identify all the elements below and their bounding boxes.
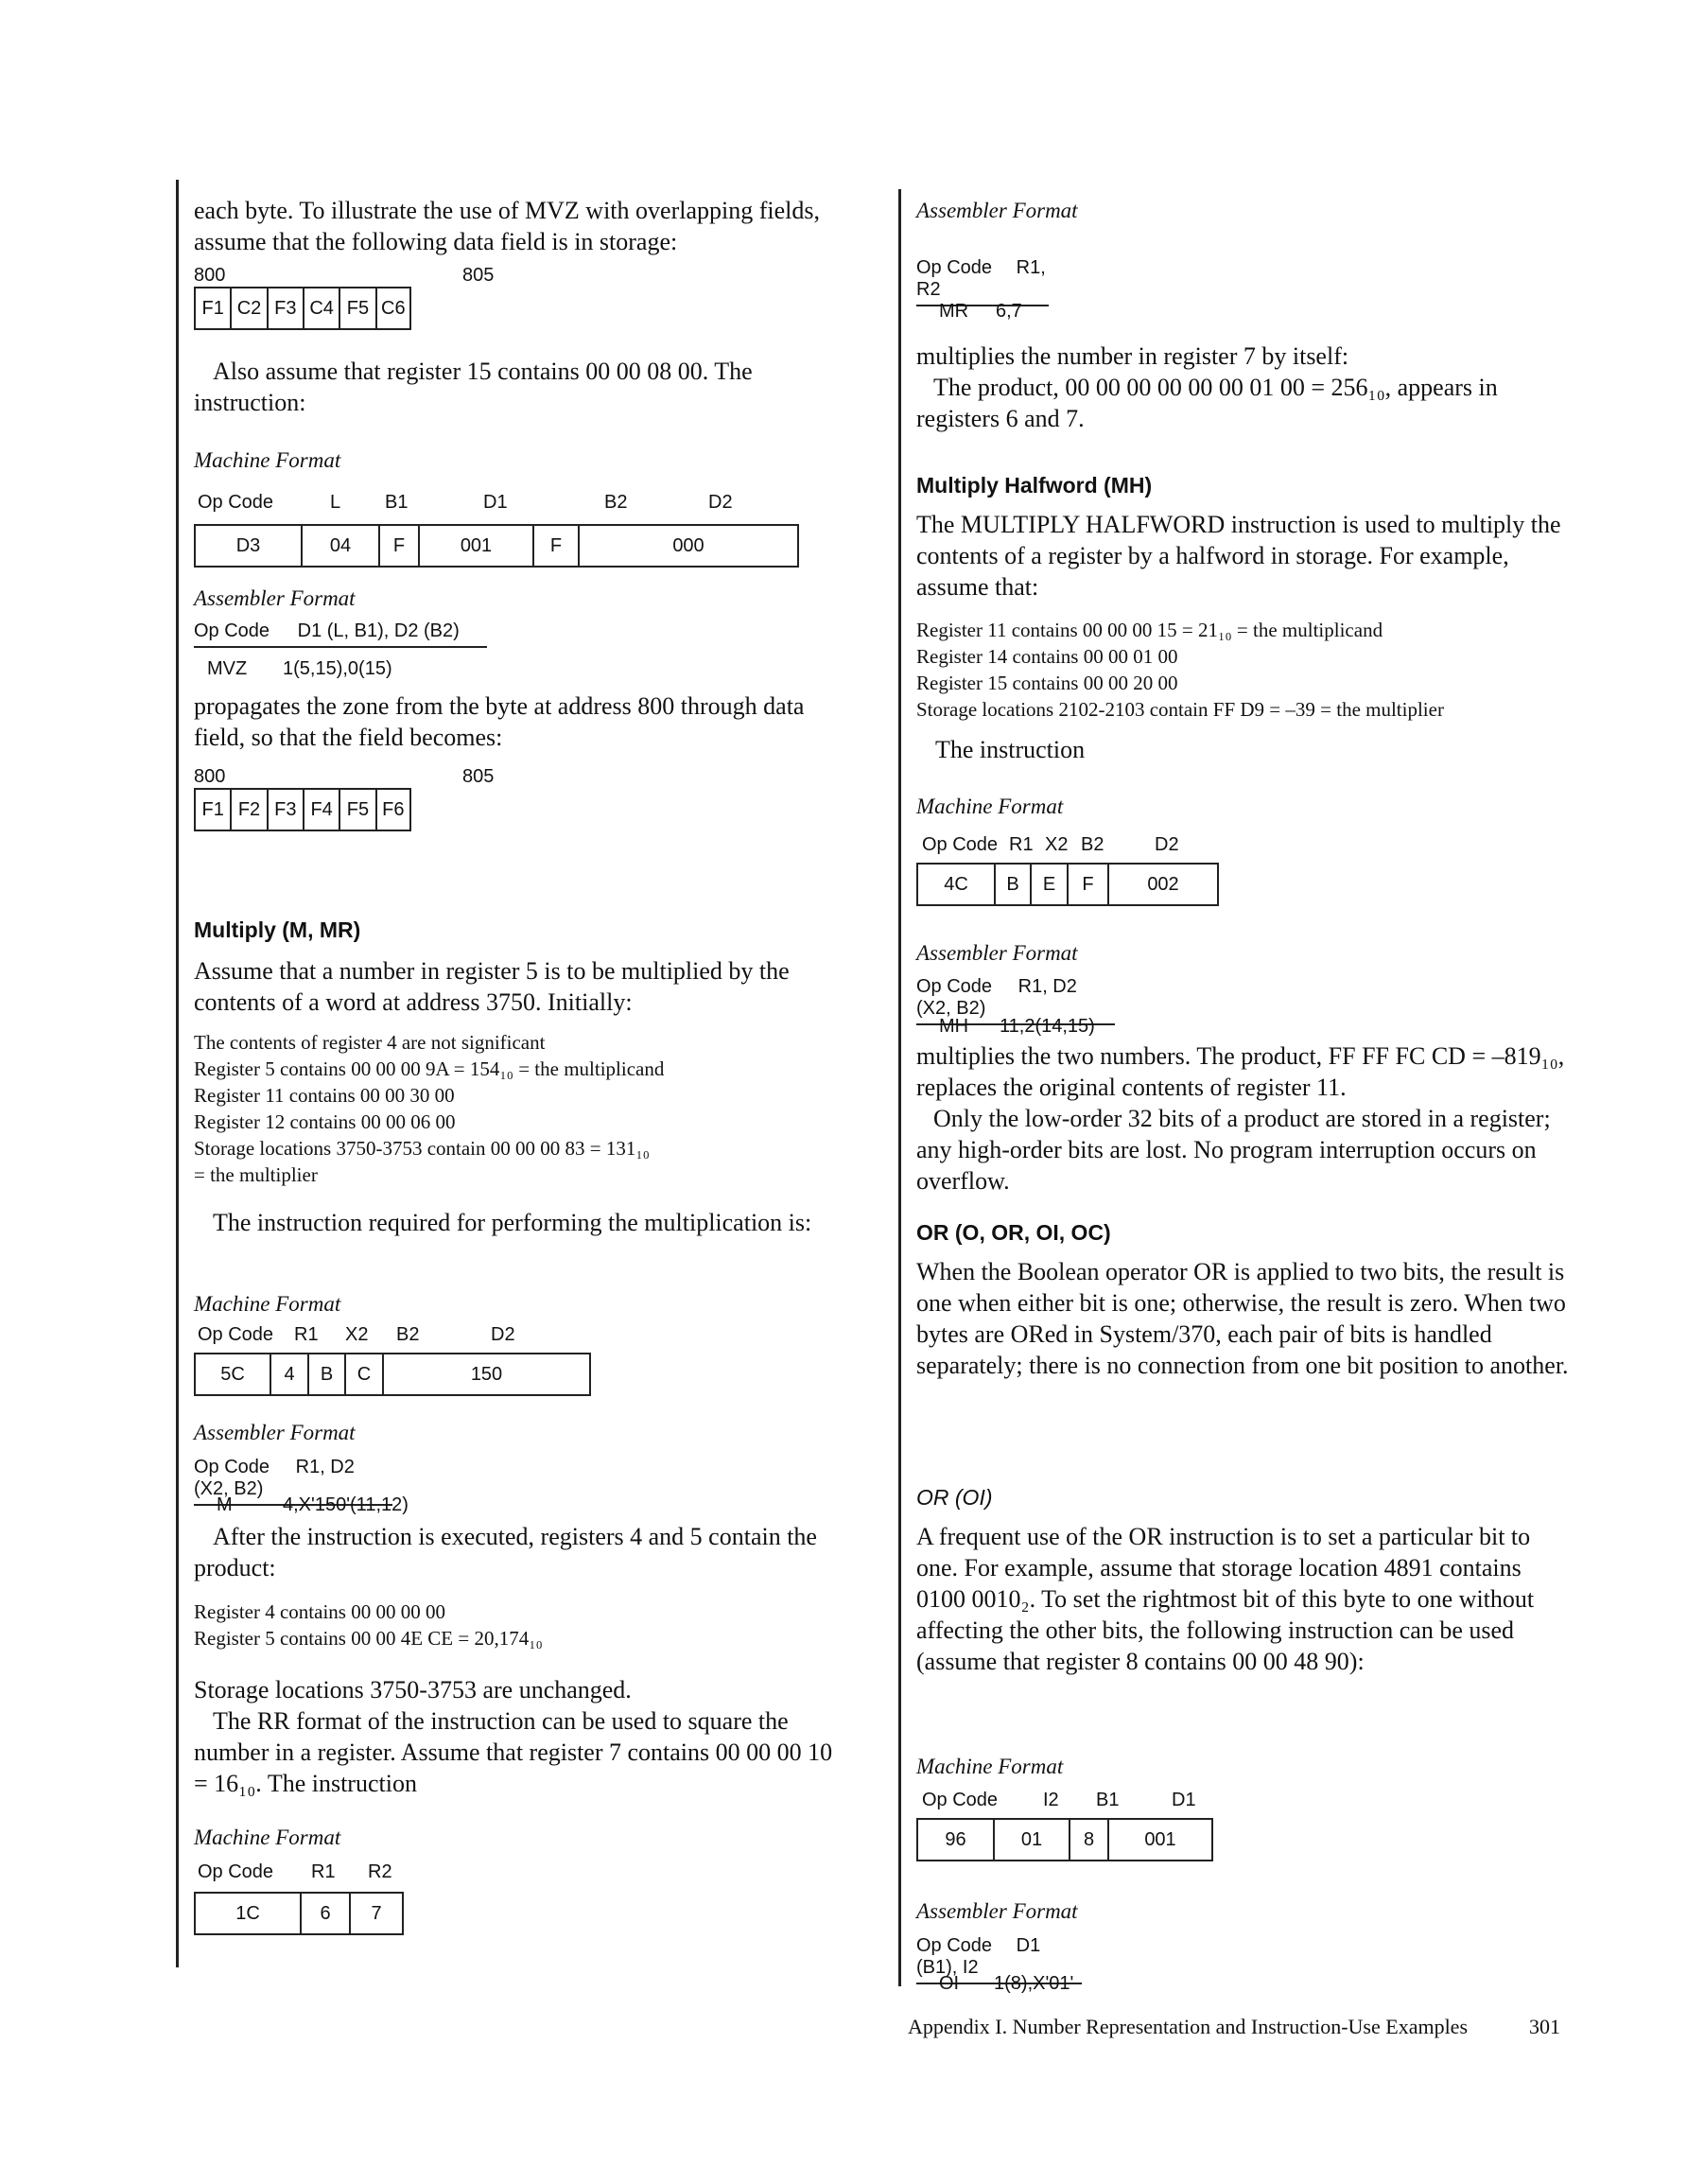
asm-opcode: OI <box>939 1973 960 1994</box>
multiply-intro: Assume that a number in register 5 is to be multiplied by the contents of a word at address 3750. Initially: <box>194 957 790 1016</box>
byte-cell: F3 <box>269 288 304 328</box>
asm-opcode-header: Op Code <box>194 1457 270 1477</box>
header-r1: R1 <box>294 1324 319 1345</box>
cell-opcode: 5C <box>196 1354 271 1394</box>
cell-d2: 000 <box>672 534 704 556</box>
or-heading: OR (O, OR, OI, OC) <box>916 1220 1111 1245</box>
propagates-paragraph: propagates the zone from the byte at address 800 through data field, so that the field becomes: <box>194 692 805 751</box>
machine-format-title: Machine Format <box>194 448 341 472</box>
cell-b2: F <box>534 526 580 566</box>
cell-d2: 002 <box>1147 873 1179 895</box>
asm-operands-header: R1, D2 (X2, B2) <box>194 1457 355 1499</box>
cell-opcode: 96 <box>918 1820 995 1860</box>
asm-opcode-header: Op Code <box>916 1935 993 1956</box>
header-opcode: Op Code <box>198 1861 274 1882</box>
mh-heading: Multiply Halfword (MH) <box>916 473 1153 498</box>
cell-r1: B <box>996 865 1032 904</box>
asm-opcode: MH <box>939 1016 969 1037</box>
cell-d1: 001 <box>420 526 534 566</box>
multiply-heading: Multiply (M, MR) <box>194 917 361 942</box>
field1-start-address: 800 <box>194 265 226 286</box>
assembler-format-title: Assembler Format <box>916 199 1078 222</box>
register-line: Register 15 contains 00 00 20 00 <box>916 672 1178 694</box>
asm-opcode: MVZ <box>207 658 248 679</box>
initial-register-list <box>194 1029 846 1188</box>
mh-intro: The MULTIPLY HALFWORD instruction is used to multiply the contents of a register by a halfword in storage. For example, assume that: <box>916 511 1561 601</box>
byte-cell: F4 <box>304 790 340 830</box>
cell-opcode: 1C <box>196 1894 302 1933</box>
page-number: 301 <box>1529 2015 1560 2038</box>
header-opcode: Op Code <box>922 834 999 855</box>
header-i2: I2 <box>1043 1790 1059 1810</box>
register-line: Register 4 contains 00 00 00 00 <box>194 1600 445 1623</box>
oi-heading: OR (OI) <box>916 1485 993 1510</box>
byte-cell: C4 <box>304 288 340 328</box>
left-column <box>176 180 856 1967</box>
asm-operands-header: R1, R2 <box>916 257 1046 300</box>
machine-format-title: Machine Format <box>916 795 1064 818</box>
oi-machine-box <box>916 1818 1213 1861</box>
header-r1: R1 <box>1009 834 1034 855</box>
byte-cell: C6 <box>381 297 406 319</box>
cell-r2: 7 <box>371 1902 382 1924</box>
assembler-format-title: Assembler Format <box>194 586 356 610</box>
asm-opcode-header: Op Code <box>916 976 993 997</box>
register-line: Storage locations 2102-2103 contain FF D9 = –39 = the multiplier <box>916 698 1444 721</box>
asm-operands-header: D1 (L, B1), D2 (B2) <box>297 620 460 641</box>
cell-b2: C <box>346 1354 384 1394</box>
intro-paragraph: each byte. To illustrate the use of MVZ with overlapping fields, assume that the following data field is in storage: <box>194 197 820 255</box>
header-d2: D2 <box>708 492 733 513</box>
byte-cell: F3 <box>269 790 304 830</box>
product-register-list <box>194 1599 543 1651</box>
register-line: Register 12 contains 00 00 06 00 <box>194 1110 456 1133</box>
field2-bytes <box>194 788 411 831</box>
m-machine-box <box>194 1353 591 1396</box>
header-r2: R2 <box>368 1861 392 1882</box>
cell-b1: 8 <box>1070 1820 1109 1860</box>
cell-x2: E <box>1032 865 1069 904</box>
register-line: = the multiplier <box>194 1163 318 1186</box>
asm-operands: 1(5,15),0(15) <box>283 658 392 679</box>
asm-opcode-header: Op Code <box>916 257 993 278</box>
register-line: Register 11 contains 00 00 00 15 = 21₁₀ = the multiplicand <box>916 619 1383 641</box>
product-paragraph: The product, 00 00 00 00 00 00 01 00 = 256₁₀, appears in registers 6 and 7. <box>916 374 1498 432</box>
header-opcode: Op Code <box>198 492 274 513</box>
cell-i2: 01 <box>995 1820 1070 1860</box>
byte-cell: F1 <box>196 790 232 830</box>
byte-cell: C2 <box>232 288 268 328</box>
cell-d1: 001 <box>1144 1828 1176 1850</box>
the-instruction: The instruction <box>935 736 1086 763</box>
asm-header <box>916 257 1049 306</box>
asm-opcode-header: Op Code <box>194 620 270 641</box>
header-b1: B1 <box>1096 1790 1120 1810</box>
header-b2: B2 <box>396 1324 420 1345</box>
header-opcode: Op Code <box>198 1324 274 1345</box>
page-footer <box>908 2015 1560 2039</box>
cell-x2: B <box>309 1354 346 1394</box>
cell-l: 04 <box>303 526 380 566</box>
asm-operands: 1(8),X'01' <box>994 1973 1074 1994</box>
cell-r1: 4 <box>271 1354 309 1394</box>
field1-bytes <box>194 287 411 330</box>
instruction-required: The instruction required for performing the multiplication is: <box>213 1209 812 1236</box>
register-line: Storage locations 3750-3753 contain 00 00 00 83 = 131₁₀ <box>194 1137 651 1160</box>
header-b1: B1 <box>385 492 409 513</box>
machine-format-title: Machine Format <box>916 1755 1064 1778</box>
header-r1: R1 <box>311 1861 336 1882</box>
or-intro: When the Boolean operator OR is applied to two bits, the result is one when either bit is one; otherwise, the result is zero. When two bytes are ORed in System/370, each pair of bits is handled separately; there is no connection from one bit position to another. <box>916 1258 1569 1379</box>
right-column <box>898 189 1578 1994</box>
cell-opcode: 4C <box>918 865 996 904</box>
assembler-format-title: Assembler Format <box>194 1421 356 1444</box>
header-x2: X2 <box>345 1324 369 1345</box>
byte-cell: F1 <box>196 288 232 328</box>
asm-operands: 6,7 <box>996 301 1022 322</box>
byte-cell: F2 <box>232 790 268 830</box>
register-line: Register 5 contains 00 00 4E CE = 20,174₁₀ <box>194 1627 543 1650</box>
asm-operands: 11,2(14,15) <box>1000 1016 1095 1037</box>
assembler-format-title: Assembler Format <box>916 1899 1078 1923</box>
asm-operands: 4,X'150'(11,12) <box>283 1494 409 1515</box>
register-line: Register 5 contains 00 00 00 9A = 154₁₀ = the multiplicand <box>194 1057 665 1080</box>
cell-b2: F <box>1069 865 1109 904</box>
cell-d2: 150 <box>470 1363 503 1385</box>
machine-format-title: Machine Format <box>194 1292 341 1316</box>
storage-unchanged: Storage locations 3750-3753 are unchanged. <box>194 1676 632 1704</box>
mh-register-list <box>916 617 1578 723</box>
header-d1: D1 <box>1172 1790 1196 1810</box>
register-line: The contents of register 4 are not significant <box>194 1031 546 1054</box>
cell-opcode: D3 <box>196 526 303 566</box>
header-d1: D1 <box>483 492 508 513</box>
cell-b1: F <box>380 526 420 566</box>
byte-cell: F5 <box>340 288 376 328</box>
byte-cell: F6 <box>382 798 405 820</box>
field2-start-address: 800 <box>194 766 226 787</box>
asm-operands-header: R1, D2 (X2, B2) <box>916 976 1077 1019</box>
asm-header <box>194 620 487 648</box>
header-b2: B2 <box>604 492 628 513</box>
machine-format-title: Machine Format <box>194 1826 341 1849</box>
asm-opcode: MR <box>939 301 969 322</box>
header-x2: X2 <box>1045 834 1069 855</box>
rr-format-paragraph: The RR format of the instruction can be used to square the number in a register. Assume that register 7 contains 00 00 00 10 = 16₁₀. The instruction <box>194 1707 833 1797</box>
field2-end-address: 805 <box>462 766 495 787</box>
header-opcode: Op Code <box>922 1790 999 1810</box>
register-line: Register 11 contains 00 00 30 00 <box>194 1084 455 1107</box>
field1-end-address: 805 <box>462 265 495 286</box>
assume-register15: Also assume that register 15 contains 00 00 08 00. The instruction: <box>194 358 753 416</box>
multiplies-itself: multiplies the number in register 7 by itself: <box>916 342 1349 370</box>
oi-paragraph: A frequent use of the OR instruction is to set a particular bit to one. For example, assume that storage location 4891 contains 0100 0010₂. To set the rightmost bit of this byte to one without affecting the other bits, the following instruction can be used (assume that register 8 contains 00 00 48 90): <box>916 1523 1535 1675</box>
header-b2: B2 <box>1081 834 1104 855</box>
byte-cell: F5 <box>340 790 376 830</box>
footer-title: Appendix I. Number Representation and Instruction-Use Examples <box>908 2015 1469 2038</box>
mvz-machine-box <box>194 524 799 568</box>
asm-operands-header: D1 (B1), I2 <box>916 1935 1041 1978</box>
mh-result: multiplies the two numbers. The product, FF FF FC CD = –819₁₀, replaces the original contents of register 11. <box>916 1042 1565 1101</box>
mr-machine-box <box>194 1892 404 1935</box>
mh-machine-box <box>916 863 1219 906</box>
low-order-paragraph: Only the low-order 32 bits of a product are stored in a register; any high-order bits are lost. No program interruption occurs on overflow. <box>916 1105 1551 1195</box>
asm-opcode: M <box>217 1494 233 1515</box>
register-line: Register 14 contains 00 00 01 00 <box>916 645 1178 668</box>
cell-r1: 6 <box>302 1894 351 1933</box>
assembler-format-title: Assembler Format <box>916 941 1078 965</box>
header-l: L <box>330 492 341 513</box>
header-d2: D2 <box>491 1324 515 1345</box>
after-execution: After the instruction is executed, registers 4 and 5 contain the product: <box>194 1523 817 1581</box>
header-d2: D2 <box>1155 834 1179 855</box>
